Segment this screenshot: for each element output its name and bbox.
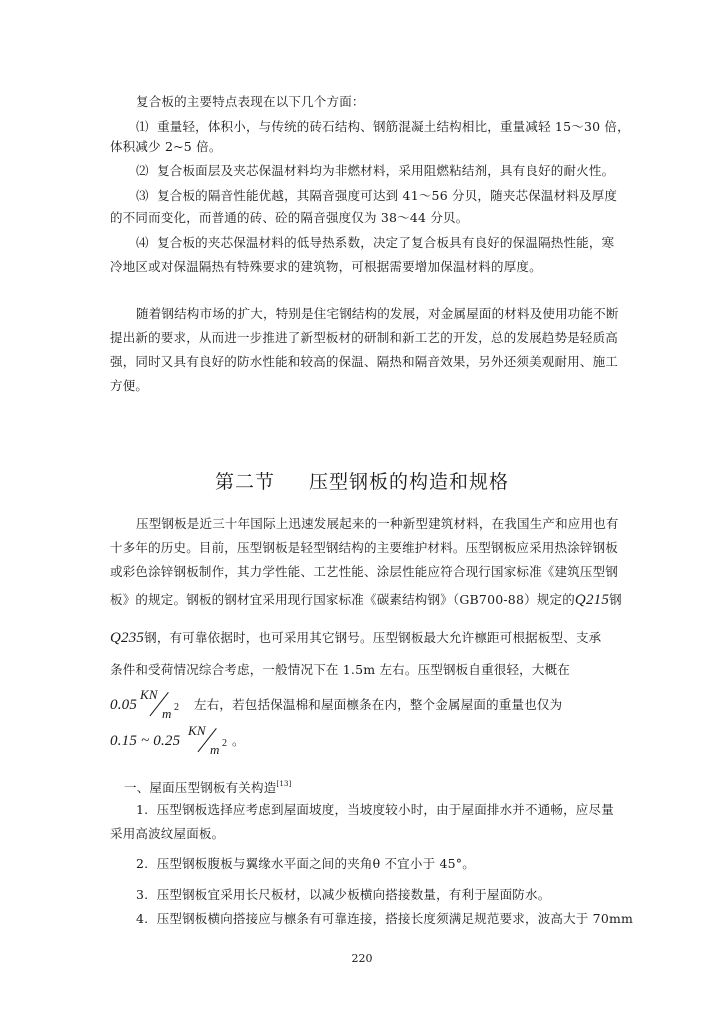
item-text: 压型钢板腹板与翼缘水平面之间的夹角θ 不宜小于 45°。 — [156, 856, 475, 871]
paragraph-line — [110, 630, 615, 646]
intro-item-4-cont: 冷地区或对保温隔热有特殊要求的建筑物，可根据需要增加保温材料的厚度。 — [110, 259, 542, 274]
intro-item-2 — [136, 163, 614, 179]
item-number: 2. — [136, 856, 149, 871]
item-text: 复合板的隔音性能优越，其隔音强度可达到 41～56 分贝，随夹芯保温材料及厚度 — [157, 188, 618, 203]
intro-item-1 — [136, 119, 630, 135]
intro-item-1-cont: 体积减少 2~5 倍。 — [110, 139, 222, 154]
rule-item-1-cont: 采用高波纹屋面板。 — [110, 826, 225, 841]
steel-grade-q235: Q235 — [110, 630, 145, 646]
item-number: ⑵ — [136, 163, 149, 178]
section-heading — [0, 470, 724, 494]
subsection-title — [124, 776, 292, 796]
unit-denominator: m — [162, 706, 172, 721]
item-number: 3. — [136, 887, 149, 902]
paragraph-line: 压型钢板是近三十年国际上迅速发展起来的一种新型建筑材料，在我国生产和应用也有 — [136, 516, 619, 531]
item-number: ⑴ — [136, 119, 149, 134]
paragraph-line: 十多年的历史。目前，压型钢板是轻型钢结构的主要维护材料。压型钢板应采用热涂锌钢板 — [110, 540, 619, 555]
section-title: 压型钢板的构造和规格 — [309, 471, 510, 493]
item-text: 压型钢板选择应考虑到屋面坡度，当坡度较小时，由于屋面排水并不通畅，应尽量 — [156, 802, 614, 817]
item-text: 复合板面层及夹芯保温材料均为非燃材料，采用阻燃粘结剂，具有良好的耐火性。 — [157, 163, 615, 178]
intro-lead: 复合板的主要特点表现在以下几个方面： — [136, 94, 365, 109]
paragraph-line: 随着钢结构市场的扩大，特别是住宅钢结构的发展，对金属屋面的材料及使用功能不断 — [136, 306, 619, 321]
item-text: 压型钢板宜采用长尺板材，以减少板横向搭接数量，有利于屋面防水。 — [156, 887, 551, 902]
page-number: 220 — [351, 952, 373, 965]
paragraph-line: 强，同时又具有良好的防水性能和较高的保温、隔热和隔音效果，另外还须美观耐用、施工 — [110, 354, 619, 369]
intro-item-3-cont: 的不同而变化，而普通的砖、砼的隔音强度仅为 38～44 分贝。 — [110, 210, 469, 225]
unit-exponent: 2 — [222, 738, 228, 749]
unit-numerator: KN — [188, 723, 206, 738]
subsection-title-text: 一、屋面压型钢板有关构造 — [124, 780, 277, 795]
paragraph-line-formula-1 — [110, 687, 615, 721]
text-run: 钢 — [609, 592, 622, 607]
unit-exponent: 2 — [174, 702, 180, 713]
unit-denominator: m — [210, 742, 220, 757]
item-number: 4. — [136, 911, 149, 926]
intro-item-3 — [136, 188, 617, 204]
section-number: 第二节 — [214, 471, 275, 493]
rule-item-3 — [136, 887, 550, 903]
intro-item-4 — [136, 235, 614, 251]
rule-item-2 — [136, 856, 475, 872]
unit-numerator: KN — [140, 687, 158, 702]
item-text: 压型钢板横向搭接应与檩条有可靠连接，搭接长度须满足规范要求，波高大于 70mm — [156, 911, 634, 926]
text-run: 。 — [232, 733, 245, 748]
weight-value-1: 0.05 — [110, 697, 138, 713]
text-run: 板》的规定。钢板的钢材宜采用现行国家标准《碳素结构钢》（GB700-88）规定的 — [110, 592, 575, 607]
reference-mark: [13] — [276, 780, 292, 788]
text-run: 钢，有可靠依据时，也可采用其它钢号。压型钢板最大允许檩距可根据板型、支承 — [144, 630, 602, 645]
paragraph-line — [110, 592, 622, 608]
item-number: ⑷ — [136, 235, 149, 250]
weight-range: 0.15 ~ 0.25 — [110, 733, 181, 749]
paragraph-line: 提出新的要求，从而进一步推进了新型板材的研制和新工艺的开发，总的发展趋势是轻质高 — [110, 330, 619, 345]
steel-grade-q215: Q215 — [574, 592, 610, 608]
rule-item-4 — [136, 911, 633, 927]
rule-item-1 — [136, 802, 614, 818]
item-number: 1. — [136, 802, 149, 817]
text-run: 左右，若包括保温棉和屋面檩条在内，整个金属屋面的重量也仅为 — [194, 697, 563, 712]
item-text: 重量轻，体积小，与传统的砖石结构、钢筋混凝土结构相比，重量减轻 15～30 倍， — [157, 119, 630, 134]
paragraph-line: 方便。 — [110, 378, 149, 393]
item-text: 复合板的夹芯保温材料的低导热系数，决定了复合板具有良好的保温隔热性能，寒 — [157, 235, 615, 250]
paragraph-line: 条件和受荷情况综合考虑，一般情况下在 1.5m 左右。压型钢板自重很轻，大概在 — [110, 662, 570, 677]
paragraph-line-formula-2 — [110, 723, 615, 757]
paragraph-line: 或彩色涂锌钢板制作，其力学性能、工艺性能、涂层性能应符合现行国家标准《建筑压型钢 — [110, 564, 619, 579]
item-number: ⑶ — [136, 188, 149, 203]
